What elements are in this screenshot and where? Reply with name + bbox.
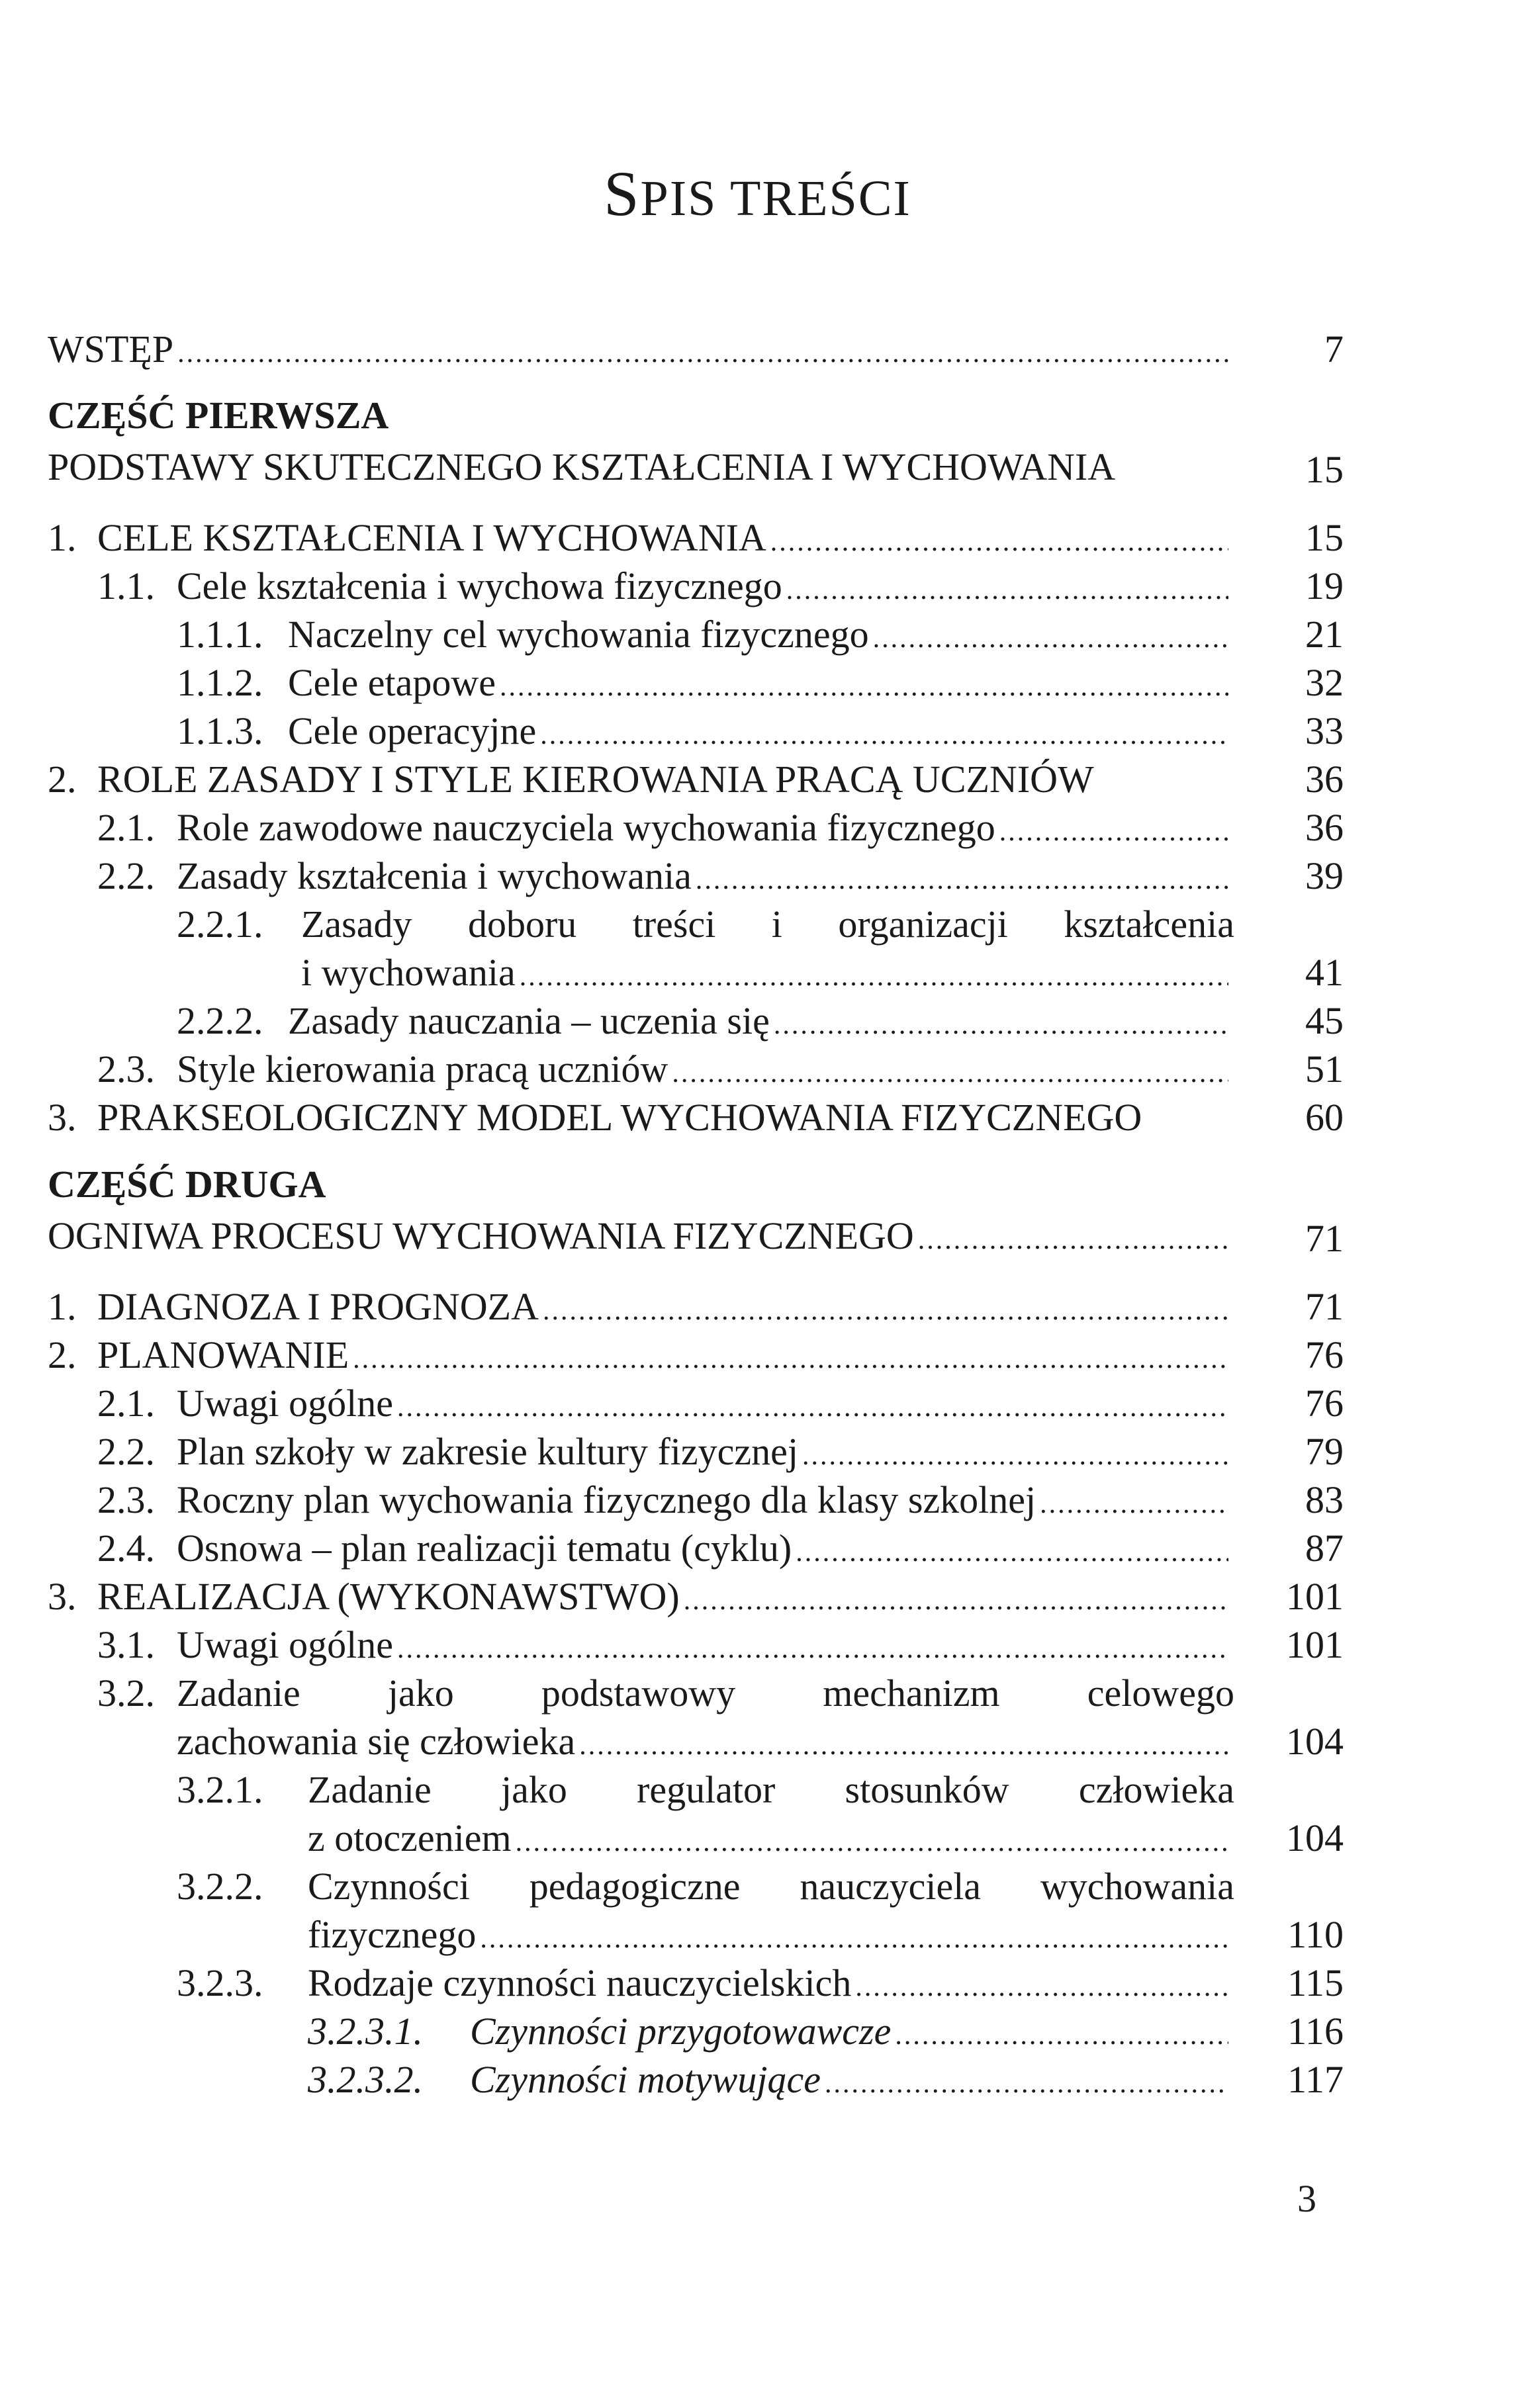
toc-entry[interactable] [308,2055,1232,2105]
toc-entry-number: 2.2. [97,1430,155,1473]
leader-dots [480,1914,1228,1964]
toc-entry-number: 1.1.2. [177,661,263,704]
toc-entry-line1[interactable] [308,1861,1234,1912]
toc-page-number: 39 [1305,854,1344,897]
toc-word: pedagogiczne [529,1865,741,1908]
leader-dots [353,1334,1228,1384]
toc-entry-number: 3.2.3. [177,1961,263,2004]
leader-dots [774,1000,1228,1050]
toc-page-number: 83 [1305,1478,1344,1521]
toc-entry[interactable] [97,1523,1232,1574]
toc-entry-label: PRAKSEOLOGICZNY MODEL WYCHOWANIA FIZYCZNEGO [97,1096,1142,1139]
toc-entry-number: 1.1.1. [177,613,263,656]
toc-word: Zadanie [177,1672,300,1715]
toc-entry-number: 3.1. [97,1623,155,1666]
toc-entry-label: Role zawodowe nauczyciela wychowania fizycznego [177,806,995,849]
toc-page-number: 110 [1287,1913,1344,1956]
toc-word: stosunków [845,1768,1009,1811]
toc-page-number: 32 [1305,661,1344,704]
title-rest: PIS TREŚCI [640,171,911,226]
toc-entry-line2[interactable] [308,1813,1232,1863]
toc-entry-number: 2.1. [97,1382,155,1425]
toc-entry[interactable] [97,1620,1232,1670]
leader-dots [696,855,1228,905]
part-subtitle[interactable] [48,1211,1232,1261]
toc-entry-label: z otoczeniem [308,1816,512,1859]
part-heading: CZĘŚĆ DRUGA [48,1163,326,1206]
toc-page-number: 104 [1286,1720,1344,1763]
toc-entry[interactable] [177,658,1232,708]
toc-entry-number: 2.3. [97,1478,155,1521]
toc-entry[interactable] [97,1044,1232,1094]
toc-entry[interactable] [48,1572,1232,1622]
toc-entry-number: 1.1. [97,564,155,607]
leader-dots [895,2010,1228,2061]
toc-entry-number: 2.1. [97,806,155,849]
leader-dots [540,710,1228,760]
toc-entry[interactable] [48,1330,1232,1380]
toc-entry-line2[interactable] [301,948,1232,998]
toc-word: jako [500,1768,567,1811]
toc-entry-number: 2.4. [97,1527,155,1570]
leader-dots [855,1962,1228,2012]
leader-dots [579,1720,1228,1771]
toc-page-number: 101 [1286,1623,1344,1666]
toc-page-number: 51 [1305,1048,1344,1091]
toc-entry[interactable] [48,513,1232,563]
toc-entry-label: Cele kształcenia i wychowa fizycznego [177,564,782,607]
toc-entry-label: Czynności przygotowawcze [470,2010,892,2053]
toc-entry-label: Osnowa – plan realizacji tematu (cyklu) [177,1527,792,1570]
toc-entry-label: Czynności motywujące [470,2058,821,2101]
toc-entry-number: 3.2.3.2. [308,2058,423,2101]
toc-entry-label: Naczelny cel wychowania fizycznego [288,613,869,656]
toc-entry-label: CELE KSZTAŁCENIA I WYCHOWANIA [97,516,766,559]
toc-page-number: 101 [1286,1575,1344,1618]
toc-entry-wstep[interactable] [48,324,1232,375]
toc-word: Zadanie [308,1768,432,1811]
toc-entry[interactable] [97,1475,1232,1525]
toc-page-number: 76 [1305,1333,1344,1376]
toc-entry-label: DIAGNOZA I PROGNOZA [97,1285,539,1328]
toc-entry-number: 2.2. [97,854,155,897]
toc-entry-label: Uwagi ogólne [177,1623,393,1666]
leader-dots [177,328,1228,379]
toc-page-number: 116 [1287,2010,1344,2053]
toc-word: regulator [637,1768,776,1811]
toc-word: treści [632,903,716,946]
leader-dots [999,807,1228,857]
toc-page-number: 71 [1305,1217,1344,1260]
toc-entry-label: PLANOWANIE [97,1333,349,1376]
leader-dots [684,1576,1228,1626]
toc-entry-number: 2.3. [97,1048,155,1091]
leader-dots [825,2059,1228,2109]
leader-dots [918,1215,1228,1265]
toc-entry-label: OGNIWA PROCESU WYCHOWANIA FIZYCZNEGO [48,1214,914,1257]
toc-page-number: 7 [1324,328,1344,371]
toc-word: Zasady [301,903,412,946]
toc-entry-label: Zasady kształcenia i wychowania [177,854,692,897]
leader-dots [1040,1479,1228,1529]
toc-entry-label: Rodzaje czynności nauczycielskich [308,1961,852,2004]
leader-dots [873,613,1228,664]
toc-word: jako [387,1672,454,1715]
toc-entry-label: Cele etapowe [288,661,496,704]
toc-word: wychowania [1040,1865,1234,1908]
toc-entry-number: 2.2.2. [177,999,263,1042]
page-number: 3 [1297,2177,1316,2220]
toc-entry-label: i wychowania [301,951,516,994]
toc-word: doboru [467,903,577,946]
toc-word: organizacji [838,903,1008,946]
toc-page-number: 15 [1305,516,1344,559]
toc-entry-label: Uwagi ogólne [177,1382,393,1425]
toc-entry-line1[interactable] [177,1668,1234,1718]
toc-entry-number: 3. [48,1096,77,1139]
leader-dots [786,565,1228,615]
toc-page-number: 117 [1287,2058,1344,2101]
toc-page-number: 15 [1305,448,1344,491]
toc-entry[interactable] [97,851,1232,901]
toc-entry-label: Cele operacyjne [288,709,537,752]
toc-page-number: 79 [1305,1430,1344,1473]
leader-dots [796,1527,1228,1578]
leader-dots [500,662,1228,712]
toc-word: kształcenia [1064,903,1234,946]
toc-entry[interactable] [177,706,1232,756]
toc-page-number: 33 [1305,709,1344,752]
toc-word: podstawowy [541,1672,736,1715]
leader-dots [397,1382,1228,1433]
leader-dots [516,1817,1228,1867]
toc-page-number: 45 [1305,999,1344,1042]
title-initial: S [604,158,641,229]
toc-page-number: 104 [1286,1816,1344,1859]
toc-entry-number: 3.2.3.1. [308,2010,423,2053]
toc-entry-number: 2. [48,758,77,801]
toc-entry-label: REALIZACJA (WYKONAWSTWO) [97,1575,680,1618]
toc-entry-number: 2.2.1. [177,903,263,946]
toc-entry-line2[interactable] [308,1910,1232,1960]
leader-dots [672,1048,1228,1098]
toc-entry-line1[interactable] [301,899,1234,950]
toc-entry[interactable] [97,1427,1232,1477]
toc-entry-label: Zasady nauczania – uczenia się [288,999,770,1042]
leader-dots [802,1431,1228,1481]
toc-page-number: 60 [1305,1096,1344,1139]
toc-entry-number: 1. [48,516,77,559]
leader-dots [520,952,1228,1002]
toc-page-number: 41 [1305,951,1344,994]
toc-entry[interactable] [177,609,1232,660]
toc-word: mechanizm [823,1672,1000,1715]
toc-entry-number: 3. [48,1575,77,1618]
toc-word: Czynności [308,1865,470,1908]
toc-page-number: 21 [1305,613,1344,656]
toc-entry-line2[interactable] [177,1717,1232,1767]
toc-entry[interactable] [308,2006,1232,2057]
toc-entry-number: 1.1.3. [177,709,263,752]
part-subtitle[interactable]: PODSTAWY SKUTECZNEGO KSZTAŁCENIA I WYCHOWANIA [48,445,1116,488]
toc-page-number: 87 [1305,1527,1344,1570]
toc-page-number: 71 [1305,1285,1344,1328]
toc-entry-label: WSTĘP [48,328,174,371]
toc-entry-number: 1. [48,1285,77,1328]
toc-entry-number: 3.2.2. [177,1865,263,1908]
toc-entry-label: Roczny plan wychowania fizycznego dla klasy szkolnej [177,1478,1036,1521]
toc-page-number: 76 [1305,1382,1344,1425]
toc-page-number: 36 [1305,758,1344,801]
toc-word: nauczyciela [800,1865,982,1908]
toc-word: człowieka [1078,1768,1234,1811]
toc-page-number: 115 [1287,1961,1344,2004]
part-heading: CZĘŚĆ PIERWSZA [48,394,389,437]
toc-entry[interactable] [97,803,1232,853]
leader-dots [397,1624,1228,1674]
toc-entry-label: Style kierowania pracą uczniów [177,1048,668,1091]
toc-entry-number: 2. [48,1333,77,1376]
toc-entry-line1[interactable] [308,1765,1234,1815]
toc-word: celowego [1087,1672,1234,1715]
toc-entry-label: Plan szkoły w zakresie kultury fizycznej [177,1430,798,1473]
toc-entry-number: 3.2. [97,1672,155,1715]
leader-dots [543,1286,1228,1336]
toc-page-number: 36 [1305,806,1344,849]
leader-dots [770,517,1228,567]
toc-word: i [771,903,782,946]
toc-entry-number: 3.2.1. [177,1768,263,1811]
toc-entry-label: fizycznego [308,1913,477,1956]
toc-entry[interactable] [48,1282,1232,1332]
toc-page-number: 19 [1305,564,1344,607]
toc-entry-label: zachowania się człowieka [177,1720,576,1763]
toc-entry-label: ROLE ZASADY I STYLE KIEROWANIA PRACĄ UCZNIÓW [97,758,1094,801]
toc-entry[interactable] [97,561,1232,611]
toc-entry[interactable] [177,996,1232,1046]
toc-entry[interactable] [177,1958,1232,2008]
toc-entry[interactable] [97,1378,1232,1429]
toc-entry[interactable] [48,754,1232,805]
toc-entry[interactable] [48,1093,1232,1143]
